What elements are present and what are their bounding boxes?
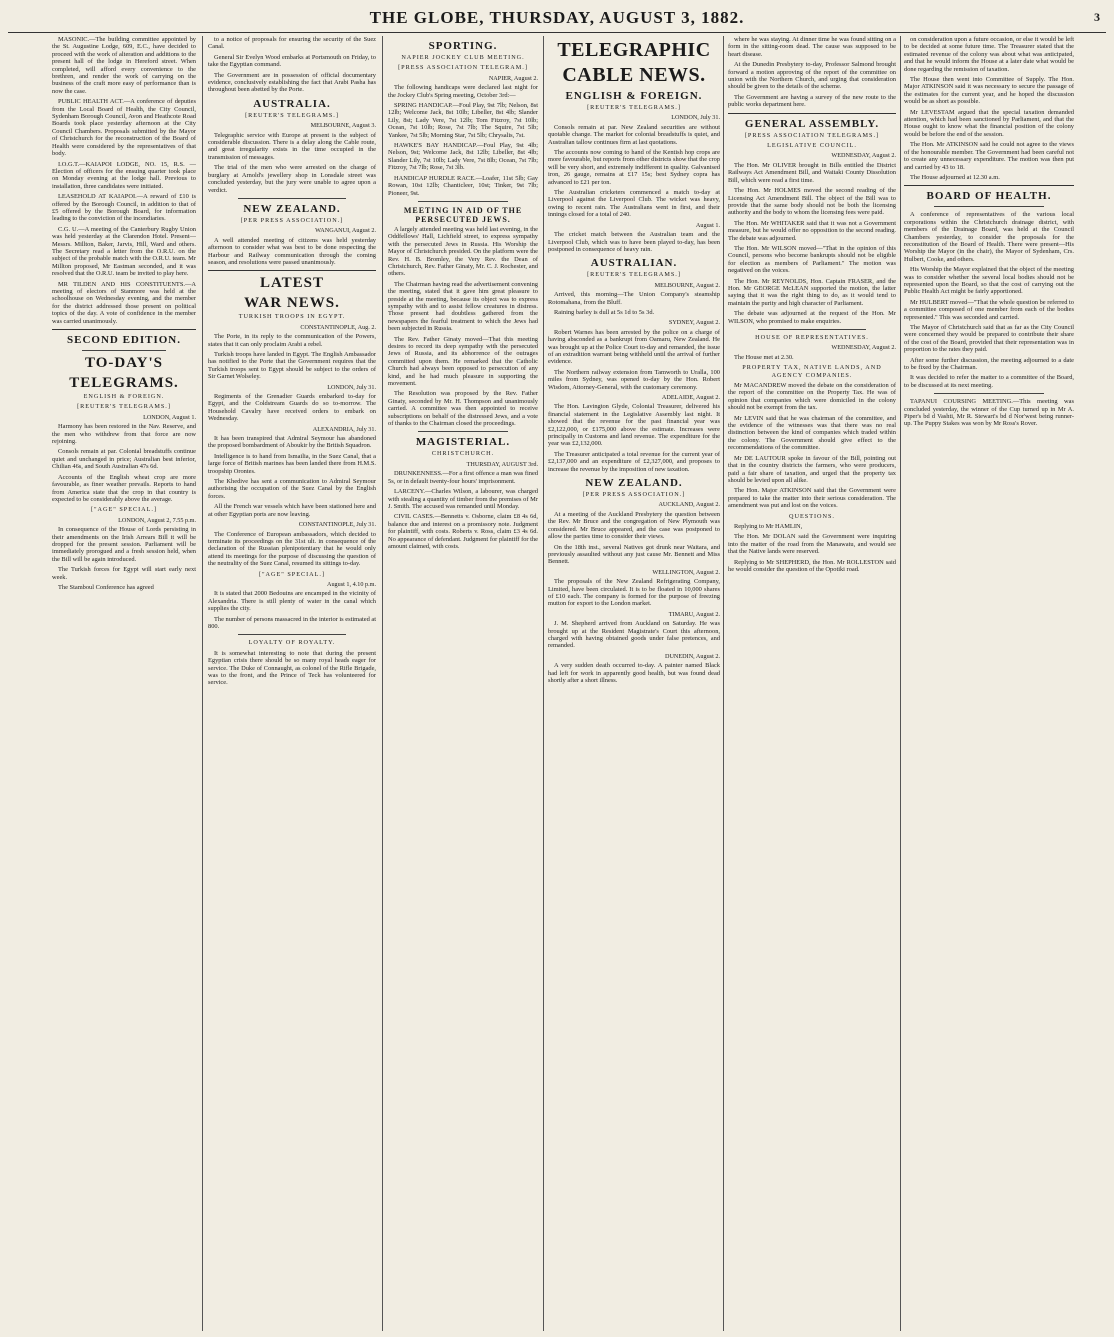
article-paragraph: Arrived, this morning—The Union Company's steamship Rotomahana, from the Bluff. [548,291,720,306]
page-number: 3 [1094,10,1100,24]
article-paragraph: The Conference of European ambassadors, which decided to terminate its proceedings on the 31st ult. in consequence of the declaration of the Russian plenipotentiary that he would only attend its meetings for the purpose of discussing the question of the neutrality of the Suez Canal, resumed its sittings to-day. [208,530,376,568]
column-divider [543,36,544,1331]
article-paragraph: The Hon. Lavington Glyde, Colonial Treasurer, delivered his financial statement in the Legislative Assembly last night. It showed that the revenue for the past financial year was £2,122,000, or £175,000 above the estimate. Increases were principally in Customs and land revenue. The expenditure for the year was £2,132,000. [548,403,720,448]
source-line: [REUTER'S TELEGRAMS.] [77,403,171,411]
section-subheading: LEGISLATIVE COUNCIL. [767,142,857,150]
article-paragraph: Turkish troops have landed in Egypt. The English Ambassador has notified to the Porte that the Government requires that the Turkish troops sent to Egypt should be subject to the orders of Sir Garnet Wolseley. [208,350,376,381]
dateline: ADELAIDE, August 2. [661,394,720,401]
section-subheading: TURKISH TROOPS IN EGYPT. [238,313,346,321]
section-rule [238,198,346,199]
section-subheading: PROPERTY TAX, NATIVE LANDS, AND AGENCY COMPANIES. [742,364,882,379]
article-paragraph: where he was staying. At dinner time he was found sitting on a form in the sitting-room dead. The cause was supposed to be heart disease. [728,36,896,58]
latest-heading: LATEST [259,275,325,292]
article-paragraph: The Government are having a survey of the new route to the public works department here. [728,93,896,109]
article-paragraph: The Khedive has sent a communication to Admiral Seymour authorising the occupation of the Suez Canal by the English forces. [208,478,376,500]
article-paragraph: SPRING HANDICAP.—Foul Play, 9st 7lb; Nelson, 8st 12lb; Welcome Jack, 8st 10lb; Libeller, 8st 4lb; Slander Lily, 8st; Lady Vere, 7st 12lb; Tom Fitzroy, 7st 10lb; Ocean, 7st 10lb; Rose, 7st 7lb; The Squire, 7st 5lb; Yankee, 7st 5lb; Morning Star, 7st 5lb; Chrysalis, 7st. [388,102,538,139]
article-paragraph: The Hon. Mr WHITAKER said that it was not a Government measure, but he would offer no opposition to the second reading. The debate was adjourned. [728,219,896,242]
dateline: LONDON, July 31. [327,383,376,391]
source-line: ["AGE" SPECIAL.] [90,506,158,514]
column-divider [382,36,383,1331]
column-4 [548,36,720,1331]
section-rule [208,270,376,271]
article-paragraph: The Treasurer anticipated a total revenue for the current year of £2,137,000 and an expenditure of £2,327,000, and proposes to increase the revenue by the imposition of new taxation. [548,450,720,473]
new-zealand-heading: NEW ZEALAND. [243,202,341,215]
article-paragraph: The cricket match between the Australian team and the Liverpool Club, which was to have been played to-day, has been postponed in consequence of heavy rain. [548,231,720,253]
section-subheading: NAPIER JOCKEY CLUB MEETING. [401,54,525,61]
article-paragraph: on consideration upon a future occasion, or else it would be left to be decided at some future time. The Treasurer stated that the estimated revenue of the colony was about what was anticipated, and that he would inform the House at a later date what would be done regarding the remission of taxation. [904,36,1074,73]
section-rule [52,329,196,330]
source-line: [PRESS ASSOCIATION TELEGRAM.] [398,64,528,72]
article-paragraph: Mr LEVIN said that he was chairman of the committee, and the evidence of the witnesses was that there was no real distinction between the kind of companies which traded within the colony. The Government should give effect to the recommendations of the committee. [728,414,896,452]
article-paragraph: Robert Warnes has been arrested by the police on a charge of having absconded as a bankrupt from Oamaru, New Zealand. He was brought up at the Police Court to-day and remanded, the issue of an extradition warrant being withheld until the arrival of further evidence. [548,328,720,366]
dateline: MELBOURNE, August 2. [654,281,720,289]
article-paragraph: A well attended meeting of citizens was held yesterday afternoon to consider what was best to be done respecting the Harbour and Railway communication through the coming season, and resolutions were passed unanimously. [208,236,376,266]
dateline: DUNEDIN, August 2. [665,652,720,660]
magisterial-heading: MAGISTERIAL. [415,436,511,449]
dateline: WEDNESDAY, August 2. [831,344,896,352]
article-paragraph: The Hon. Mr ATKINSON said he could not agree to the views of the honourable member. The Government had been careful not to create any unnecessary expenditure. The motion was then put and carried by 43 to 18. [904,141,1074,171]
column-1 [52,36,196,1331]
section-subheading: QUESTIONS. [789,512,835,520]
source-line: [REUTER'S TELEGRAMS.] [587,104,681,111]
article-paragraph: The proposals of the New Zealand Refrigerating Company, Limited, have been circulated. It is to be floated in 10,000 shares of £10 each. The company is formed for the purpose of freezing mutton for export to the London market. [548,578,720,608]
article-paragraph: The Rev. Father Ginaty moved—That this meeting desires to record its deep sympathy with the persecuted Jews of Russia, and its abhorrence of the outrages committed upon them. He remarked that the Catholic Church had always been opposed to persecution of any kind, and he had much pleasure in supporting the movement. [388,335,538,388]
masthead-rule [8,32,1106,33]
dateline: NAPIER, August 2. [488,74,538,82]
article-paragraph: It is somewhat interesting to note that during the present Egyptian crisis there should be so many royal heads eager for service. The Duke of Connaught, as colonel of the Rifle Brigade, was to the front, and the Prince of Teck has volunteered for service. [208,649,376,687]
dateline: LONDON, August 1. [143,413,196,421]
masthead [0,0,1114,34]
article-paragraph: Consols remain at par. New Zealand securities are without quotable change. The market for colonial breadstuffs is quiet, and Australian tallow continues firm at last quotations. [548,123,720,146]
column-divider [202,36,203,1331]
section-rule [728,113,896,114]
dateline: LONDON, July 31. [671,114,720,122]
article-paragraph: to a notice of proposals for ensuring the security of the Suez Canal. [208,36,376,51]
dateline: THURSDAY, AUGUST 3rd. [466,460,538,468]
article-paragraph: General Sir Evelyn Wood embarks at Portsmouth on Friday, to take the Egyptian command. [208,53,376,69]
article-paragraph: The following handicaps were declared last night for the Jockey Club's Spring meeting, October 3rd:— [388,84,538,99]
article-paragraph: At a meeting of the Auckland Presbytery the question between the Rev. Mr Bruce and the congregation of New Plymouth was considered. Mr Bruce appeared, and the case was postponed to allow the parties time to consider their views. [548,510,720,541]
article-paragraph: Consols remain at par. Colonial breadstuffs continue quiet and unchanged in price; Australian best inferior, Chilian 46s, and South Australian 47s 6d. [52,448,196,471]
column-divider [900,36,901,1331]
article-paragraph: The House met at 2.30. [734,353,794,361]
column-3 [388,36,538,1331]
article-paragraph: The Australian cricketers commenced a match to-day at Liverpool against the Liverpool Club. The wicket was heavy, owing to recent rain. The Australians went in first, and their innings closed for a total of 240. [548,189,720,219]
section-rule [238,634,346,635]
source-line: [PRESS ASSOCIATION TELEGRAMS.] [744,131,880,139]
article-paragraph: The Hon. Mr OLIVER brought in Bills entitled the District Railways Act Amendment Bill, and Waitaki County Dissolution Bill, which were read a first time. [728,161,896,184]
article-paragraph: The Government are in possession of official documentary evidence, conclusively establishing the fact that Arabi Pasha has throughout been abetted by the Porte. [208,71,376,94]
todays-heading: TO-DAY'S [84,355,164,372]
article-paragraph: It was decided to refer the matter to a committee of the Board, to be discussed at its next meeting. [904,374,1074,389]
meeting-heading: MEETING IN AID OF THE PERSECUTED JEWS. [403,205,523,224]
article-paragraph: HANDICAP HURDLE RACE.—Loafer, 11st 5lb; Gay Rowan, 10st 12lb; Chanticleer, 10st; Tinker, 9st 7lb; Pioneer, 9st. [388,174,538,197]
article-paragraph: The House adjourned at 12.30 a.m. [910,173,1000,181]
article-paragraph: Mr DE LAUTOUR spoke in favour of the Bill, pointing out that in the country districts the farmers, who were producers, paid a fair share of taxation, and urged that the property tax should be levied upon all alike. [728,454,896,484]
article-paragraph: The Hon. Mr WILSON moved—"That in the opinion of this Council, persons who become bankrupts should not be eligible for election as members of Parliament." The motion was negatived on the voices. [728,244,896,275]
new-zealand-heading: NEW ZEALAND. [585,477,683,490]
newspaper-title: THE GLOBE, THURSDAY, AUGUST 3, 1882. [369,8,745,27]
article-paragraph: DRUNKENNESS.—For a first offence a man was fined 5s, or in default twenty-four hours' imprisonment. [388,470,538,485]
dateline: August 1. [695,221,720,229]
article-paragraph: The Hon. Major ATKINSON said that the Government were prepared to take the matter into their serious consideration. The amendment was put and lost on the voices. [728,487,896,510]
australia-heading: AUSTRALIA. [253,97,331,110]
section-subheading: HOUSE OF REPRESENTATIVES. [755,334,869,341]
article-paragraph: Intelligence is to hand from Ismailia, in the Suez Canal, that a large force of British marines has been landed there from H.M.S. troopship Orontes. [208,452,376,475]
article-paragraph: CIVIL CASES.—Bennetts v. Osborne, claim £8 4s 6d, balance due and interest on a promissory note. Judgment for plaintiff, with costs. Roberts v. Ross, claim £3 4s 6d. No appearance of defendant. Judgment for plaintiff for the amount claimed, with costs. [388,513,538,550]
australian-heading: AUSTRALIAN. [590,257,678,270]
article-paragraph: TAPANUI COURSING MEETING.—This meeting was concluded yesterday, the winner of the Cup turned up in Mr A. Piper's bd d Vashti, Mr R. Stewart's bd d Nor'west being runner-up. The Puppy Stakes was won by Mr Ross's Rover. [904,398,1074,428]
article-paragraph: MR TILDEN AND HIS CONSTITUENTS.—A meeting of electors of Stanmore was held at the schoolhouse on Wednesday evening, and the member for the district addressed those present on political topics of the day. A vote of confidence in the member was carried unanimously. [52,280,196,325]
article-paragraph: All the French war vessels which have been stationed here and at other Egyptian ports are now leaving. [208,503,376,518]
article-paragraph: His Worship the Mayor explained that the object of the meeting was to consider whether the several local bodies should not be represented upon the Board, so that the cost of carrying out the Public Health Act might be fairly apportioned. [904,266,1074,296]
section-subheading: ENGLISH & FOREIGN. [83,393,165,401]
section-rule [934,206,1044,207]
dateline: WELLINGTON, August 2. [652,568,720,576]
dateline: WEDNESDAY, August 2. [831,152,896,160]
cable-news-heading: CABLE NEWS. [562,64,706,86]
article-paragraph: LARCENY.—Charles Wilson, a labourer, was charged with stealing a quantity of timber from the premises of Mr J. Smith. The accused was remanded until Monday. [388,488,538,510]
column-5 [728,36,896,1331]
article-paragraph: A conference of representatives of the various local corporations within the Christchurch drainage district, with members of the Drainage Board, was held at the Council Chambers yesterday, to consider the proposals for the reconstitution of the Board of Health. There were present—His Worship the Mayor (in the chair), the Mayor of Sydenham, Crs. Hulbert, Cooke, and others. [904,211,1074,263]
section-rule [82,350,166,351]
article-paragraph: It has been transpired that Admiral Seymour has abandoned the proposed bombardment of Aboukir by the British Squadron. [208,435,376,450]
article-paragraph: The accounts now coming to hand of the Kentish hop crops are more favourable, but reports from other districts show that the crop will be very short, and extremely indifferent in quality. Galvanised iron, 26 gauge, remains at £17 15s; best Sydney copra has advanced to £21 per ton. [548,149,720,186]
article-paragraph: On the 18th inst., several Natives got drunk near Waitara, and previously assaulted without any just cause Mr. Bennett and Miss Bennett. [548,543,720,566]
article-paragraph: PUBLIC HEALTH ACT.—A conference of deputies from the Local Board of Health, the City Council, Sydenham Borough Council, Avon and Heathcote Road Boards took place yesterday afternoon at the City Council Chambers. Proposals submitted by the Mayor of Christchurch for the reconstruction of the Board of Health were considered by the representatives of that body. [52,98,196,158]
english-foreign-heading: ENGLISH & FOREIGN. [565,90,703,102]
column-divider [723,36,724,1331]
article-paragraph: In consequence of the House of Lords persisting in their amendments on the Irish Arrears Bill it will be dropped for the present session. Parliament will be immediately prorogued and a fresh session held, when the Bill will be again introduced. [52,526,196,563]
article-paragraph: The Hon. Mr HOLMES moved the second reading of the Licensing Act Amendment Bill. The object of the Bill was to provide that the same body should not be both the licensing authority and the body to whom the licensing fees were paid. [728,187,896,217]
war-news-heading: WAR NEWS. [244,295,340,312]
section-rule [418,201,508,202]
article-paragraph: The debate was adjourned at the request of the Hon. Mr WILSON, who promised to make enquiries. [728,310,896,325]
board-of-health-heading: BOARD OF HEALTH. [926,190,1052,203]
section-subheading: CHRISTCHURCH. [431,450,495,458]
article-paragraph: At the Dunedin Presbytery to-day, Professor Salmond brought forward a motion approving of the report of the committee on union with the Northern Church, and urging that consideration should be given to the details of the scheme. [728,61,896,91]
dateline: LONDON, August 2, 7.55 p.m. [118,516,196,524]
dateline: AUCKLAND, August 2. [658,501,720,509]
article-paragraph: J. M. Shepherd arrived from Auckland on Saturday. He was brought up at the Resident Magistrate's Court this afternoon, charged with having obtained goods under false pretences, and remanded. [548,620,720,650]
article-paragraph: The Chairman having read the advertisement convening the meeting, stated that it gave him great pleasure to preside at the meeting, because its object was to express sympathy with and to assist fellow creatures in distress. Those present had doubtless gathered from the newspapers the fearful treatment to which the Jews had been subjected in Russia. [388,280,538,333]
dateline: August 1, 4.10 p.m. [327,580,376,588]
article-paragraph: Accounts of the English wheat crop are more favourable, as finer weather prevails. Reports to hand from America state that the crop in that country is expected to be considerably above the average. [52,473,196,503]
article-paragraph: It is stated that 2000 Bedouins are encamped in the vicinity of Alexandria. There is still plenty of water in the canal which supplies the city. [208,590,376,613]
article-paragraph: A very sudden death occurred to-day. A painter named Black had left for work in apparently good health, but was found dead shortly after a short illness. [548,662,720,684]
article-paragraph: LEASEHOLD AT KAIAPOI.—A reward of £10 is offered by the Borough Council, in addition to that of £5 offered by the Borough Board, for information leading to the conviction of the incendiaries. [52,193,196,223]
dateline: CONSTANTINOPLE, Aug. 2. [300,323,376,331]
dateline: ALEXANDRIA, July 31. [312,425,376,433]
source-line: [PER PRESS ASSOCIATION.] [240,216,344,224]
telegrams-heading: TELEGRAMS. [69,375,179,392]
article-paragraph: Harmony has been restored in the Nav. Reserve, and the men who withdrew from that force are now rejoining. [52,423,196,446]
article-paragraph: Replying to Mr SHEPHERD, the Hon. Mr ROLLESTON said he would consider the question of the Opotiki road. [728,558,896,573]
article-paragraph: C.G. U.—A meeting of the Canterbury Rugby Union was held yesterday at the Clarendon Hotel. Present—Messrs. Millton, Baker, Jarvis, Hill, Ward and others. The Secretary read a letter from the O.R.U. on the subject of the probable match with the O.R.U. team. Mr Millton proposed, Mr Eastman seconded, and it was resolved that the O.R.U. team be invited to play here. [52,225,196,278]
article-paragraph: The Resolution was proposed by the Rev. Father Ginaty, seconded by Mr. H. Thompson and unanimously carried. A committee was then appointed to receive subscriptions on behalf of the distressed Jews, and a vote of thanks to the Chairman closed the proceedings. [388,390,538,428]
article-paragraph: The Northern railway extension from Tamworth to Uralla, 100 miles from Sydney, was opened to-day by the Hon. Robert Wisdom, Attorney-General, with the customary ceremony. [548,368,720,391]
sporting-heading: SPORTING. [428,40,498,52]
article-paragraph: The number of persons massacred in the interior is estimated at 800. [208,615,376,630]
article-paragraph: Raining barley is dull at 5s 1d to 5s 3d. [554,308,655,316]
source-line: [PER PRESS ASSOCIATION.] [582,491,686,499]
article-paragraph: The trial of the men who were arrested on the charge of burglary at Arnold's jewellery shop in Lonsdale street was concluded yesterday, but the jury were unable to agree upon a verdict. [208,164,376,194]
section-rule [758,329,866,330]
dateline: SYDNEY, August 2. [668,319,720,327]
source-line: ["AGE" SPECIAL.] [258,570,326,578]
article-paragraph: The Mayor of Christchurch said that as far as the City Council were concerned they would be prepared to contribute their share of the cost of the Board, provided that their representation was in proportion to the rates they paid. [904,324,1074,354]
article-paragraph: I.O.G.T.—KAIAPOI LODGE, NO. 15, R.S. — Election of officers for the ensuing quarter took place on Monday evening at the lodge hall. Previous to installation, three candidates were initiated. [52,160,196,190]
section-rule [418,431,508,432]
section-rule [934,393,1044,394]
section-rule [904,185,1074,186]
article-paragraph: The Hon. Mr REYNOLDS, Hon. Captain FRASER, and the Hon. Mr GEORGE McLEAN supported the motion, the latter saying that it was the right thing to do, as it would tend to maintain the purity and high character of Parliament. [728,277,896,307]
article-paragraph: The Porte, in its reply to the communication of the Powers, states that it can only proclaim Arabi a rebel. [208,333,376,348]
article-paragraph: The House then went into Committee of Supply. The Hon. Major ATKINSON said it was necessary to secure the passage of the estimates for the current year, and he hoped the discussion would be as short as possible. [904,76,1074,106]
source-line: [REUTER'S TELEGRAMS.] [245,111,339,119]
article-paragraph: Replying to Mr HAMLIN, [734,522,803,530]
article-paragraph: A largely attended meeting was held last evening, in the Oddfellows' Hall, Lichfield street, to express sympathy with the persecuted Jews in Russia. His Worship the Mayor of Christchurch presided. On the platform were the Rev. H. B. Bromley, the Very Rev. the Dean of Christchurch, Rev. Father Ginaty, Mr. C. J. Rochester, and others. [388,225,538,278]
article-paragraph: The Turkish forces for Egypt will start early next week. [52,566,196,581]
article-paragraph: Mr MACANDREW moved the debate on the consideration of the report of the committee on the Property Tax. He was of opinion that companies which were domiciled in the colony should not be exempt from the tax. [728,382,896,412]
second-edition-heading: SECOND EDITION. [66,334,182,347]
dateline: CONSTANTINOPLE, July 31. [298,521,376,529]
article-paragraph: Mr HULBERT moved—"That the whole question be referred to a committee composed of one member from each of the bodies represented." This was seconded and carried. [904,298,1074,321]
article-paragraph: Regiments of the Grenadier Guards embarked to-day for Egypt, and the Coldstream Guards do so to-morrow. The Household Cavalry have received orders to embark on Wednesday. [208,393,376,423]
source-line: [REUTER'S TELEGRAMS.] [587,271,681,279]
column-6 [904,36,1074,1331]
dateline: TIMARU, August 2. [668,610,720,618]
article-paragraph: MASONIC.—The building committee appointed by the St. Augustine Lodge, 609, E.C., have decided to proceed with the work of alteration and additions to the present hall of the lodge in Hereford street. When completed, will afford every convenience to the brethren, and render the work of carrying on the business of the craft more easy of performance than is now the case. [52,36,196,95]
article-paragraph: The Hon. Mr DOLAN said the Government were inquiring into the matter of the road from the Manawatu, and would see that the Native lands were reserved. [728,533,896,556]
dateline: WANGANUI, August 2. [315,227,376,235]
dateline: MELBOURNE, August 3. [310,122,376,130]
article-paragraph: The Stamboul Conference has agreed [58,583,154,591]
section-subheading: LOYALTY OF ROYALTY. [248,639,336,647]
article-paragraph: HAWKE'S BAY HANDICAP.—Foul Play, 9st 4lb; Nelson, 9st; Welcome Jack, 8st 12lb; Libeller, 8st 4lb; Slander Lily, 7st 10lb; Lady Vere, 7st 8lb; Ocean, 7st 7lb; Fitzroy, 7st 7lb; Rose, 7st 3lb. [388,142,538,172]
general-assembly-heading: GENERAL ASSEMBLY. [744,117,880,130]
column-2 [208,36,376,1331]
article-paragraph: Telegraphic service with Europe at present is the subject of considerable discussion. There is a delay along the Cable route, and great irregularity exists in the time occupied in the transmission of messages. [208,131,376,161]
article-paragraph: Mr LEVESTAM argued that the special taxation demanded attention, which had been sanctioned by Parliament, and that the House ought to know what the financial position of the colony would be before the end of the session. [904,108,1074,138]
article-paragraph: After some further discussion, the meeting adjourned to a date to be fixed by the Chairman. [904,356,1074,372]
telegraphic-heading: TELEGRAPHIC [557,39,711,61]
